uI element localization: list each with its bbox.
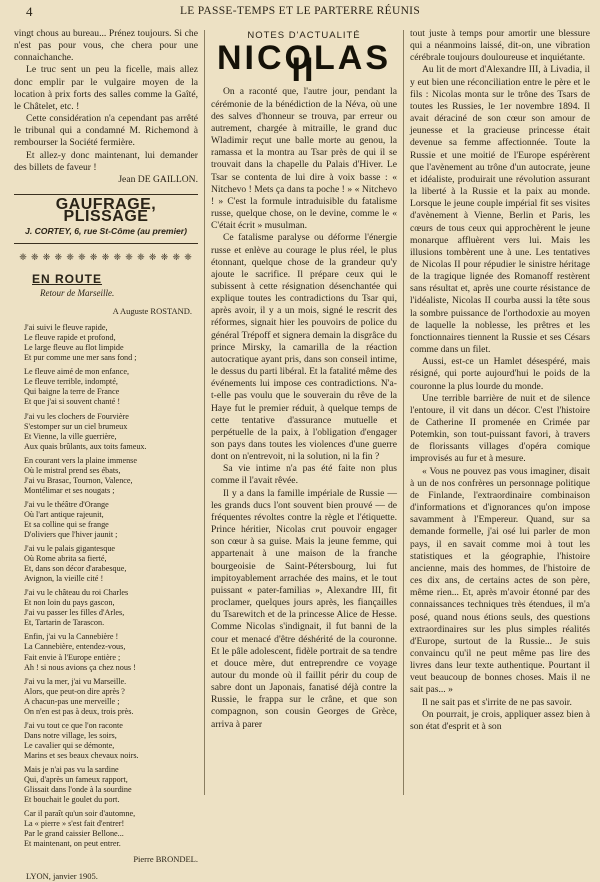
poem-line: Alors, que peut-on dire après ? bbox=[24, 686, 125, 696]
paragraph: Il ne sait pas et s'irrite de ne pas savoir. bbox=[422, 696, 572, 708]
poem-line: J'ai vu tout ce que l'on raconte bbox=[24, 720, 123, 730]
paragraph: Le truc sent un peu la ficelle, mais allez donc emplir par le vulgaire moyen de la location à prix forts des salles comme la Gaîté, le Châtelet, etc. ! bbox=[14, 64, 198, 112]
poem-line: Et non loin du pays gascon, bbox=[24, 598, 115, 608]
paragraph: On pourrait, je crois, appliquer assez bien à son état d'esprit et à son bbox=[410, 708, 590, 732]
poem-stanza bbox=[24, 765, 198, 805]
poem-line: Le fleuve aimé de mon enfance, bbox=[24, 367, 130, 377]
paragraph: tout juste à temps pour amortir une blessure qui a néanmoins laissé, dit-on, une vibration cérébrale toujours douloureuse et inquiétante. bbox=[410, 28, 590, 64]
poem-line: Marins et ses beaux chevaux noirs. bbox=[24, 750, 139, 760]
paragraph: On a raconté que, l'autre jour, pendant la cérémonie de la bénédiction de la Néva, où une des salves d'honneur se trouva, par erreur ou autrement, chargée à mitraille, le grand duc Wladimir reçut une balle morte au genou, la ramassa et la montra au Tsar près de qui il se trouvait dans la chapelle du Palais d'Hiver. Le Tsar se contenta de lui dire à voix basse : « Nitchevo ! Mets ça dans ta poche ! » « Nitchevo ! » C'est la formule intraduisible du fatalisme russe, quelque chose, on le devine, comme le « C'était écrit » musulman. bbox=[211, 86, 397, 232]
ad-title: GAUFRAGE, PLISSAGE bbox=[55, 196, 157, 226]
poem-line: Avignon, la vieille cité ! bbox=[24, 574, 104, 584]
poem-line: Qui, d'après un fameux rapport, bbox=[24, 775, 128, 785]
paragraph: Cette considération n'a cependant pas arrêté le tribunal qui a condamné M. Richemond à rembourser la Société fermière. bbox=[14, 113, 198, 149]
poem-stanza bbox=[24, 456, 198, 496]
poem-line: Glissait dans l'onde à la sourdine bbox=[24, 785, 132, 795]
poem-line: J'ai vu le théâtre d'Orange bbox=[24, 499, 109, 509]
poem-line: Où Rome abrita sa fierté, bbox=[24, 554, 107, 564]
poem-line: Mais je n'ai pas vu la sardine bbox=[24, 765, 119, 774]
paragraph: Aussi, est-ce un Hamlet désespéré, mais résigné, qui porte aujourd'hui le poids de la couronne la plus lourde du monde. bbox=[410, 356, 590, 392]
poem-line: Et maintenant, on peut entrer. bbox=[24, 839, 121, 849]
poem-line: Et pur comme une mer sans fond ; bbox=[24, 353, 137, 363]
poem-line: Aux quais brûlants, aux toits fameux. bbox=[24, 441, 147, 451]
poem-line: Montélimar et ses nougats ; bbox=[24, 485, 115, 495]
poem-line: La Cannebière, entendez-vous, bbox=[24, 642, 126, 652]
poem-stanza bbox=[24, 500, 198, 540]
poem-line: Par le grand caissier Bellone... bbox=[24, 829, 124, 839]
paragraph: « Vous ne pouvez pas vous imaginer, disait à un de nos confrères un personnage politique de Finlande, l'extraordinaire combinaison d'informations et d'ignorances qu'on impose savamment à l'Empereur. Quand, sur sa demande formelle, j'ai osé lui parler de mon pays, il en savait comme moi à tout les statistiques et la géographie, l'histoire ancienne, mais des hommes, de l'histoire de ces dix ans, de certains actes de son père, même rien... Et, après m'avoir étonné par des connaissances techniques très étendues, il m'a posé, quand nous étions seuls, des questions extraordinaires sur les plus simples réalités d'Europe, surtout de la Russie... Je suis convaincu qu'il ne peut même pas lire des livres dans leur texte authentique. Pourtant il veut beaucoup de bonnes choses. Mais il ne sait pas... » bbox=[410, 465, 590, 696]
poem-stanza bbox=[24, 412, 198, 452]
poem-signature: Pierre BRONDEL. bbox=[133, 854, 198, 865]
column-right bbox=[410, 28, 590, 798]
article-signature: Jean DE GAILLON. bbox=[118, 173, 198, 185]
ornament-divider: ❈ ❈ ❈ ❈ ❈ ❈ ❈ ❈ ❈ ❈ ❈ ❈ ❈ ❈ ❈ bbox=[19, 251, 193, 262]
poem-line: Dans notre village, les soirs, bbox=[24, 730, 117, 740]
divider bbox=[14, 194, 198, 195]
poem-line: Le fleuve rapide et profond, bbox=[24, 333, 116, 343]
column-left bbox=[14, 28, 198, 881]
poem-line: La « pierre » s'est fait d'entrer! bbox=[24, 819, 125, 829]
poem-line: J'ai vu les clochers de Fourvière bbox=[24, 411, 129, 421]
page-number: 4 bbox=[26, 4, 33, 19]
poem-line: Ah ! si nous avions ça chez nous ! bbox=[24, 662, 136, 672]
poem-line: A chacun-pas une merveille ; bbox=[24, 696, 120, 706]
paragraph: Ce fatalisme paralyse ou déforme l'énergie russe et enlève au courage le plus réel, le plus étonnant, quelque chose de la grandeur qu'y ajoute le sacrifice. Il prépare ceux qui le subissent à cette résignation désenchantée qui explique toutes les contradictions du Tsar qui, après avoir, il y a un mois, signé le rescrit des réformes, signait hier les pouvoirs de police du général Trépoff et signera demain la disgrâce du prince Mirsky, la camarilla de la réaction autocratique ayant pris, dans son conseil intime, le dessus du parti libéral. Et la fatalité même des événements lui impose ces contradictions. N'a-t-elle pas voulu que le souverain du rêve de la Haye fut le premier réduit, à quelque temps de cette tentative d'assurance mutuelle et perpétuelle de la paix, à l'obligation d'engager son pays dans toutes les violences d'une guerre dont on n'entrevoit, ni la solution, ni la fin ? bbox=[211, 232, 397, 463]
column-middle bbox=[211, 28, 397, 798]
column-divider bbox=[204, 30, 205, 795]
poem-line: J'ai suivi le fleuve rapide, bbox=[24, 323, 108, 333]
poem-line: Où l'art antique rajeunit, bbox=[24, 509, 104, 519]
section-label: NOTES D'ACTUALITÉ bbox=[247, 30, 361, 41]
paragraph: Sa vie intime n'a pas été faite non plus comme il l'avait rêvée. bbox=[211, 463, 397, 487]
poem-stanza bbox=[24, 721, 198, 761]
poem-line: Le large fleuve au flot limpide bbox=[24, 343, 124, 353]
poem-line: Car il paraît qu'un soir d'automne, bbox=[24, 809, 136, 819]
divider bbox=[14, 243, 198, 244]
poem-line: Qui baigne la terre de France bbox=[24, 387, 120, 397]
poem-line: Et que j'ai si souvent chanté ! bbox=[24, 397, 121, 407]
poem-dedication: A Auguste ROSTAND. bbox=[112, 305, 192, 316]
column-divider bbox=[403, 30, 404, 795]
poem-line: Enfin, j'ai vu la Cannebière ! bbox=[24, 632, 119, 642]
poem-line: J'ai vu Brasac, Tournon, Valence, bbox=[24, 475, 133, 485]
poem-line: Le fleuve terrible, indompté, bbox=[24, 377, 118, 387]
paragraph: Et allez-y donc maintenant, lui demander des billets de faveur ! bbox=[14, 149, 198, 173]
poem-line: J'ai vu la mer, j'ai vu Marseille. bbox=[24, 676, 127, 686]
poem-stanza bbox=[24, 544, 198, 584]
poem-line: Et sa colline qui se frange bbox=[24, 519, 109, 529]
paragraph: Au lit de mort d'Alexandre III, à Livadia, il y eut bien une réconciliation entre le père et le fils : Nicolas monta sur le trône des Tsars de toutes les Russies, le 1er novembre 1894. Il avait déraciné de son cœur son amour de jeunesse et la gracieuse princesse était devenue sa femme affectionnée. Toute la Russie et une moitié de l'Europe espérèrent que l'avènement au trône d'un autocrate, jeune et idéaliste, produirait une révolution assurant la liberté à la Russie et la paix au monde. Lorsque le jeune couple impérial fit ses visites d'avènement à Vienne, Berlin et Paris, les cœurs de tous ceux qui approchèrent le jeune monarque affluèrent vers lui. Mais les illusions tombèrent une à une. Les tentatives de Nicolas II pour répudier le sinistre héritage de la tragique lignée des Romanoff restèrent sans résultat et, après une courte résistance de l'idéaliste, Nicolas II courba aussi la tête sous la sombre puissance de l'orthodoxie au moyen de laquelle la noblesse, les prêtres et les fonctionnaires tiennent la Russie et ses Césars comme dans un filet. bbox=[410, 64, 590, 356]
poem-body bbox=[14, 323, 198, 849]
page-header bbox=[0, 0, 600, 22]
running-title: LE PASSE-TEMPS ET LE PARTERRE RÉUNIS bbox=[179, 5, 421, 17]
poem-line: J'ai vu le château du roi Charles bbox=[24, 588, 129, 598]
poem-line: En courant vers la plaine immense bbox=[24, 455, 137, 465]
poem-line: Et Vienne, la ville guerrière, bbox=[24, 431, 117, 441]
poem-place-date: LYON, janvier 1905. bbox=[26, 870, 98, 881]
poem-line: J'ai vu passer les filles d'Arles, bbox=[24, 608, 125, 618]
poem-stanza bbox=[24, 809, 198, 849]
poem-line: Et, dans son décor d'arabesque, bbox=[24, 564, 127, 574]
poem-line: Fait envie à l'Europe entière ; bbox=[24, 652, 121, 662]
poem-line: On n'en est pas à deux, trois près. bbox=[24, 706, 134, 716]
poem-line: S'estomper sur un ciel brumeux bbox=[24, 421, 128, 431]
poem-stanza bbox=[24, 323, 198, 363]
poem-stanza bbox=[24, 632, 198, 672]
poem-subtitle: Retour de Marseille. bbox=[40, 287, 115, 298]
poem-line: Où le mistral prend ses ébats, bbox=[24, 465, 121, 475]
ad-address: J. CORTEY, 6, rue St-Côme (au premier) bbox=[25, 226, 187, 237]
advertisement bbox=[14, 194, 198, 243]
poem-line: D'oliviers que l'hiver jaunit ; bbox=[24, 530, 118, 540]
poem-stanza bbox=[24, 677, 198, 717]
paragraph: Il y a dans la famille impériale de Russie — les grands ducs l'ont souvent bien prouvé — de fréquentes révoltes contre la règle et l'étiquette. Prince héritier, Nicolas crut pouvoir engager son cœur à sa guise. Mais la jeune femme, qui appartenait à une maison de la franche bourgeoisie de Saint-Pétersbourg, lui fut impitoyablement arrachée des mains, et le tout puissant « pater-familias », Alexandre III, fit proclamer, quelques jours après, les fiançailles du Tsarewitch et de la princesse Alice de Hesse. Comme Nicolas s'indignait, il fut banni de la cour et menacé d'être déshérité de la couronne. Et le pâle adolescent, fidèle portrait de sa tendre et douce mère, dut entreprendre ce voyage autour du monde où il faillit périr du coup de sabre dont un Japonais, fanatisé déjà contre la Russie, le frappa sur le crâne, et que son compagnon, son cousin Georges de Grèce, arriva à parer bbox=[211, 487, 397, 730]
poem-line: Le cavalier qui se démonte, bbox=[24, 740, 115, 750]
poem-stanza bbox=[24, 588, 198, 628]
poem-stanza bbox=[24, 367, 198, 407]
paragraph: vingt chous au bureau... Prénez toujours. Si che n'est pas pour vous, che chera pour une connaichanche. bbox=[14, 28, 198, 64]
poem-line: Et, Tartarin de Tarascon. bbox=[24, 618, 105, 628]
poem-title: EN ROUTE bbox=[32, 271, 103, 286]
paragraph: Une terrible barrière de nuit et de silence l'entoure, il vit dans un décor. C'est l'histoire de Catherine II promenée en Crimée par Potemkin, son tout-puissant favori, à travers de florissants villages d'opéra comique improvisés au fur et à mesure. bbox=[410, 392, 590, 465]
article-title: NICOLAS II bbox=[217, 39, 391, 90]
poem-line: Et bouchait le goulet du port. bbox=[24, 795, 120, 805]
poem-line: J'ai vu le palais gigantesque bbox=[24, 544, 116, 554]
